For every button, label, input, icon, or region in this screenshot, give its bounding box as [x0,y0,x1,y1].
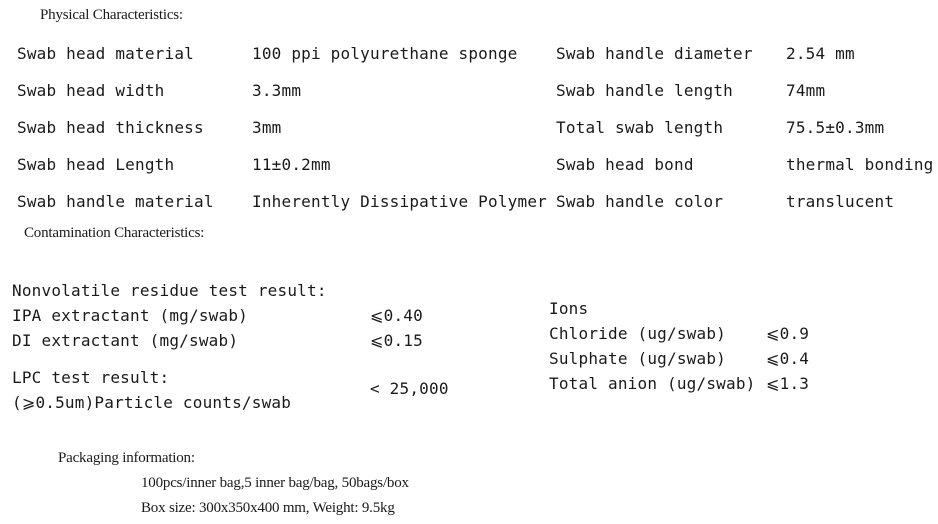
packaging-line-1: 100pcs/inner bag,5 inner bag/bag, 50bags/box [141,475,409,491]
sulphate-label: Sulphate (ug/swab) [549,349,726,368]
di-label: DI extractant (mg/swab) [12,331,239,350]
spec-label: Swab head width [17,81,165,100]
ipa-label: IPA extractant (mg/swab) [12,306,248,325]
ipa-value: ⩽0.40 [370,306,423,325]
lpc-sub: (⩾0.5um)Particle counts/swab [12,393,292,412]
spec-label: Swab handle material [17,192,214,211]
spec-label: Swab handle color [556,192,724,211]
nvr-title: Nonvolatile residue test result: [12,281,327,300]
ions-title: Ions [549,299,589,318]
spec-value: 3.3mm [252,81,302,100]
sulphate-value: ⩽0.4 [766,349,810,368]
spec-label: Swab head material [17,44,194,63]
physical-heading: Physical Characteristics: [40,7,183,23]
spec-label: Swab head bond [556,155,694,174]
lpc-value: < 25,000 [370,379,449,398]
spec-label: Swab head Length [17,155,175,174]
contamination-heading: Contamination Characteristics: [24,225,205,241]
packaging-line-2: Box size: 300x350x400 mm, Weight: 9.5kg [141,500,395,516]
spec-value: 2.54 mm [786,44,855,63]
packaging-heading: Packaging information: [58,450,195,466]
spec-value: 100 ppi polyurethane sponge [252,44,518,63]
spec-value: 74mm [786,81,826,100]
di-value: ⩽0.15 [370,331,423,350]
spec-value: 11±0.2mm [252,155,331,174]
spec-value: Inherently Dissipative Polymer [252,192,547,211]
chloride-label: Chloride (ug/swab) [549,324,726,343]
spec-label: Total swab length [556,118,724,137]
spec-value: thermal bonding [786,155,934,174]
anion-label: Total anion (ug/swab) [549,374,756,393]
spec-label: Swab handle diameter [556,44,753,63]
spec-value: translucent [786,192,895,211]
spec-value: 3mm [252,118,282,137]
chloride-value: ⩽0.9 [766,324,810,343]
anion-value: ⩽1.3 [766,374,810,393]
spec-value: 75.5±0.3mm [786,118,885,137]
lpc-title: LPC test result: [12,368,170,387]
spec-label: Swab handle length [556,81,733,100]
spec-label: Swab head thickness [17,118,204,137]
